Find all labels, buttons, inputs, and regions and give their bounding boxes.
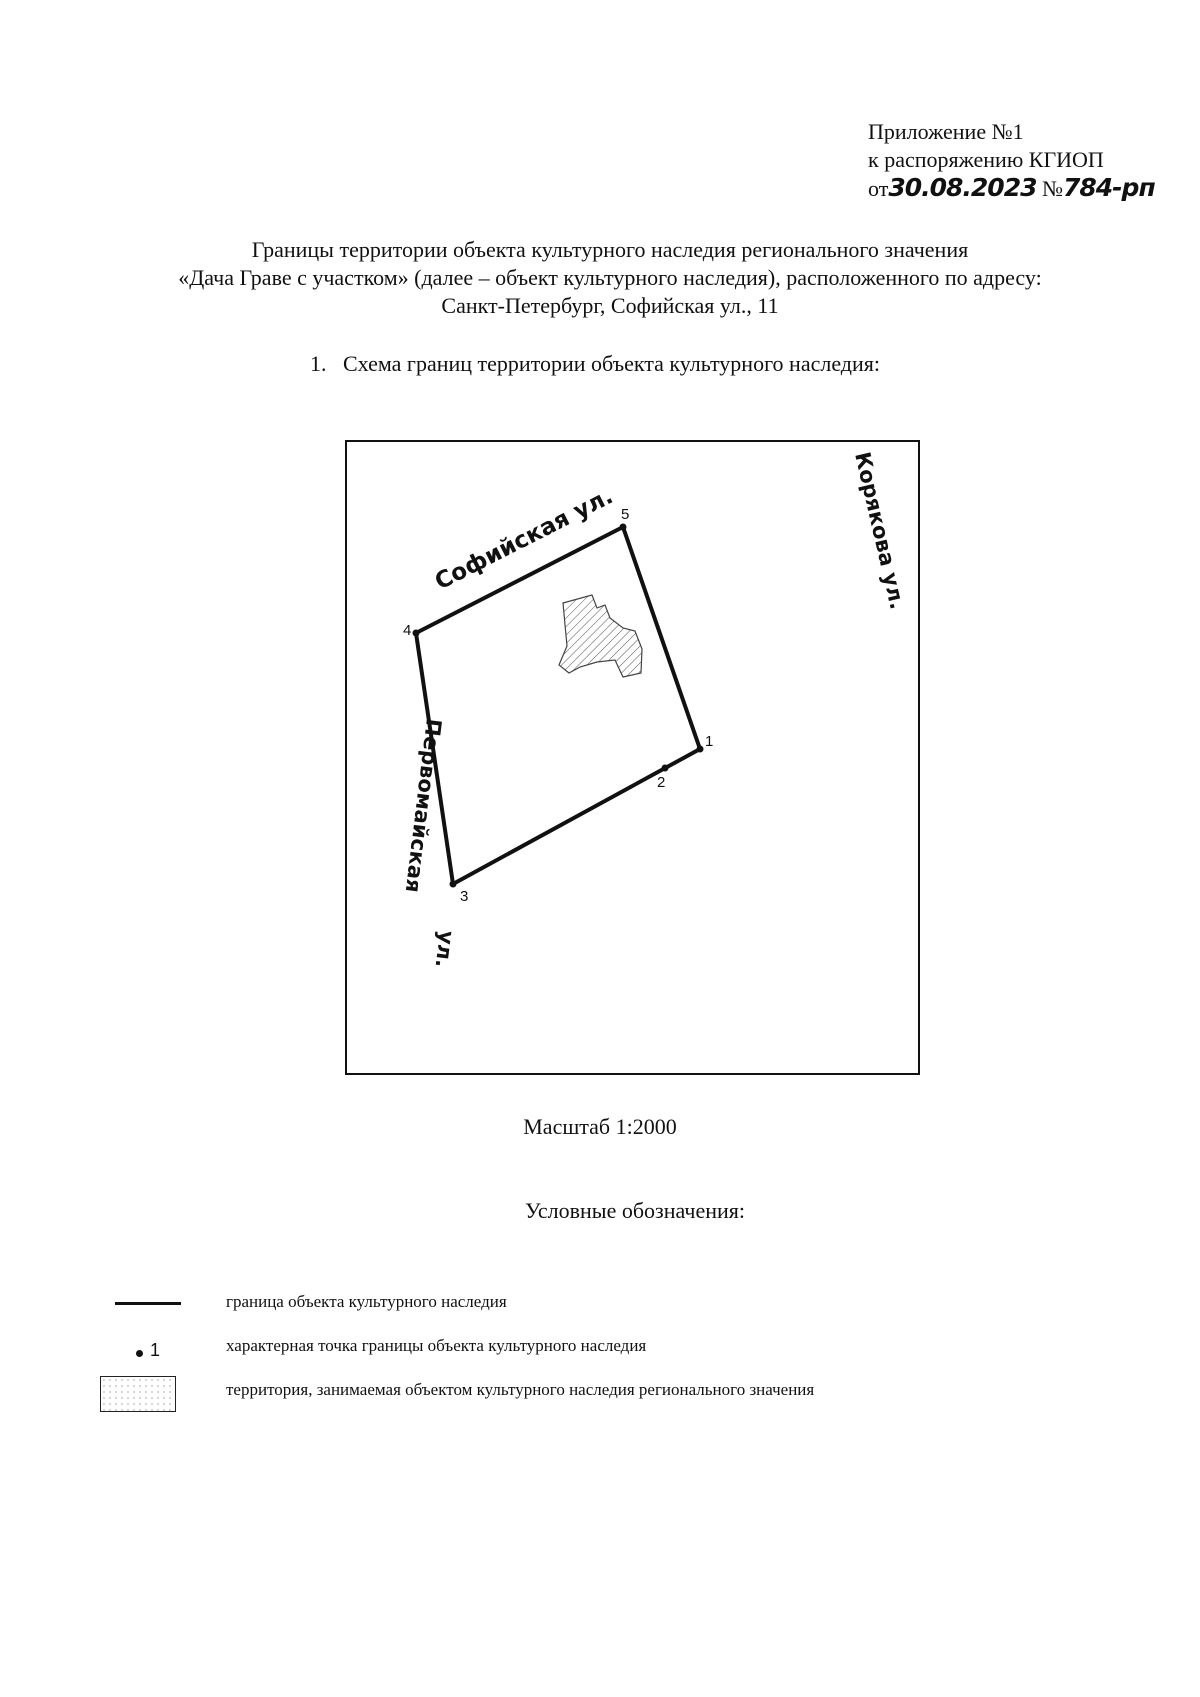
appendix-order-ref: к распоряжению КГИОП xyxy=(868,147,1104,172)
title-line-3: Санкт-Петербург, Софийская ул., 11 xyxy=(441,293,779,318)
date-prefix: от xyxy=(868,176,889,201)
number-prefix: № xyxy=(1041,176,1063,201)
heritage-building xyxy=(559,595,642,677)
street-koryakova: Корякова ул. xyxy=(850,449,910,612)
boundary-point-5 xyxy=(620,524,627,531)
section-text: Схема границ территории объекта культурного наследия: xyxy=(343,351,881,376)
point-label-4: 4 xyxy=(403,622,412,639)
title-line-1: Границы территории объекта культурного наследия регионального значения xyxy=(251,237,969,262)
appendix-header xyxy=(868,118,1188,203)
document-title xyxy=(80,236,1140,320)
point-label-5: 5 xyxy=(621,506,630,523)
section-number: 1. xyxy=(310,351,327,376)
legend-text-territory: территория, занимаемая объектом культурного наследия регионального значения xyxy=(226,1380,815,1399)
legend-item-boundary xyxy=(0,1286,1200,1326)
point-label-3: 3 xyxy=(460,888,469,905)
legend-title: Условные обозначения: xyxy=(524,1198,746,1223)
order-number: 784-рп xyxy=(1062,173,1155,202)
title-line-2: «Дача Граве с участком» (далее – объект культурного наследия), расположенного по адресу: xyxy=(178,265,1042,290)
point-label-2: 2 xyxy=(657,774,666,791)
street-pervomayskaya-suffix: ул. xyxy=(430,929,459,970)
point-icon-label: 1 xyxy=(150,1340,161,1360)
map-scale: Масштаб 1:2000 xyxy=(523,1114,677,1139)
boundary-point-2 xyxy=(662,765,669,772)
legend-text-boundary: граница объекта культурного наследия xyxy=(226,1292,507,1311)
map-svg xyxy=(345,440,920,1075)
legend-text-point: характерная точка границы объекта культурного наследия xyxy=(226,1336,647,1355)
point-label-1: 1 xyxy=(705,733,714,750)
point-icon xyxy=(136,1350,143,1357)
appendix-title: Приложение №1 xyxy=(868,119,1024,144)
order-date: 30.08.2023 xyxy=(888,173,1037,202)
boundary-point-4 xyxy=(413,630,420,637)
boundary-point-3 xyxy=(450,881,457,888)
line-icon xyxy=(115,1302,181,1305)
hatched-area-icon xyxy=(100,1376,176,1412)
boundary-map xyxy=(345,440,920,1075)
legend-item-point xyxy=(0,1330,1200,1370)
street-pervomayskaya: Первомайская xyxy=(400,717,446,894)
section-heading xyxy=(310,350,880,378)
appendix-date-line xyxy=(868,174,1188,203)
legend-item-territory xyxy=(0,1374,1200,1414)
boundary-point-1 xyxy=(697,746,704,753)
street-sofiyskaya: Софийская ул. xyxy=(430,483,618,596)
